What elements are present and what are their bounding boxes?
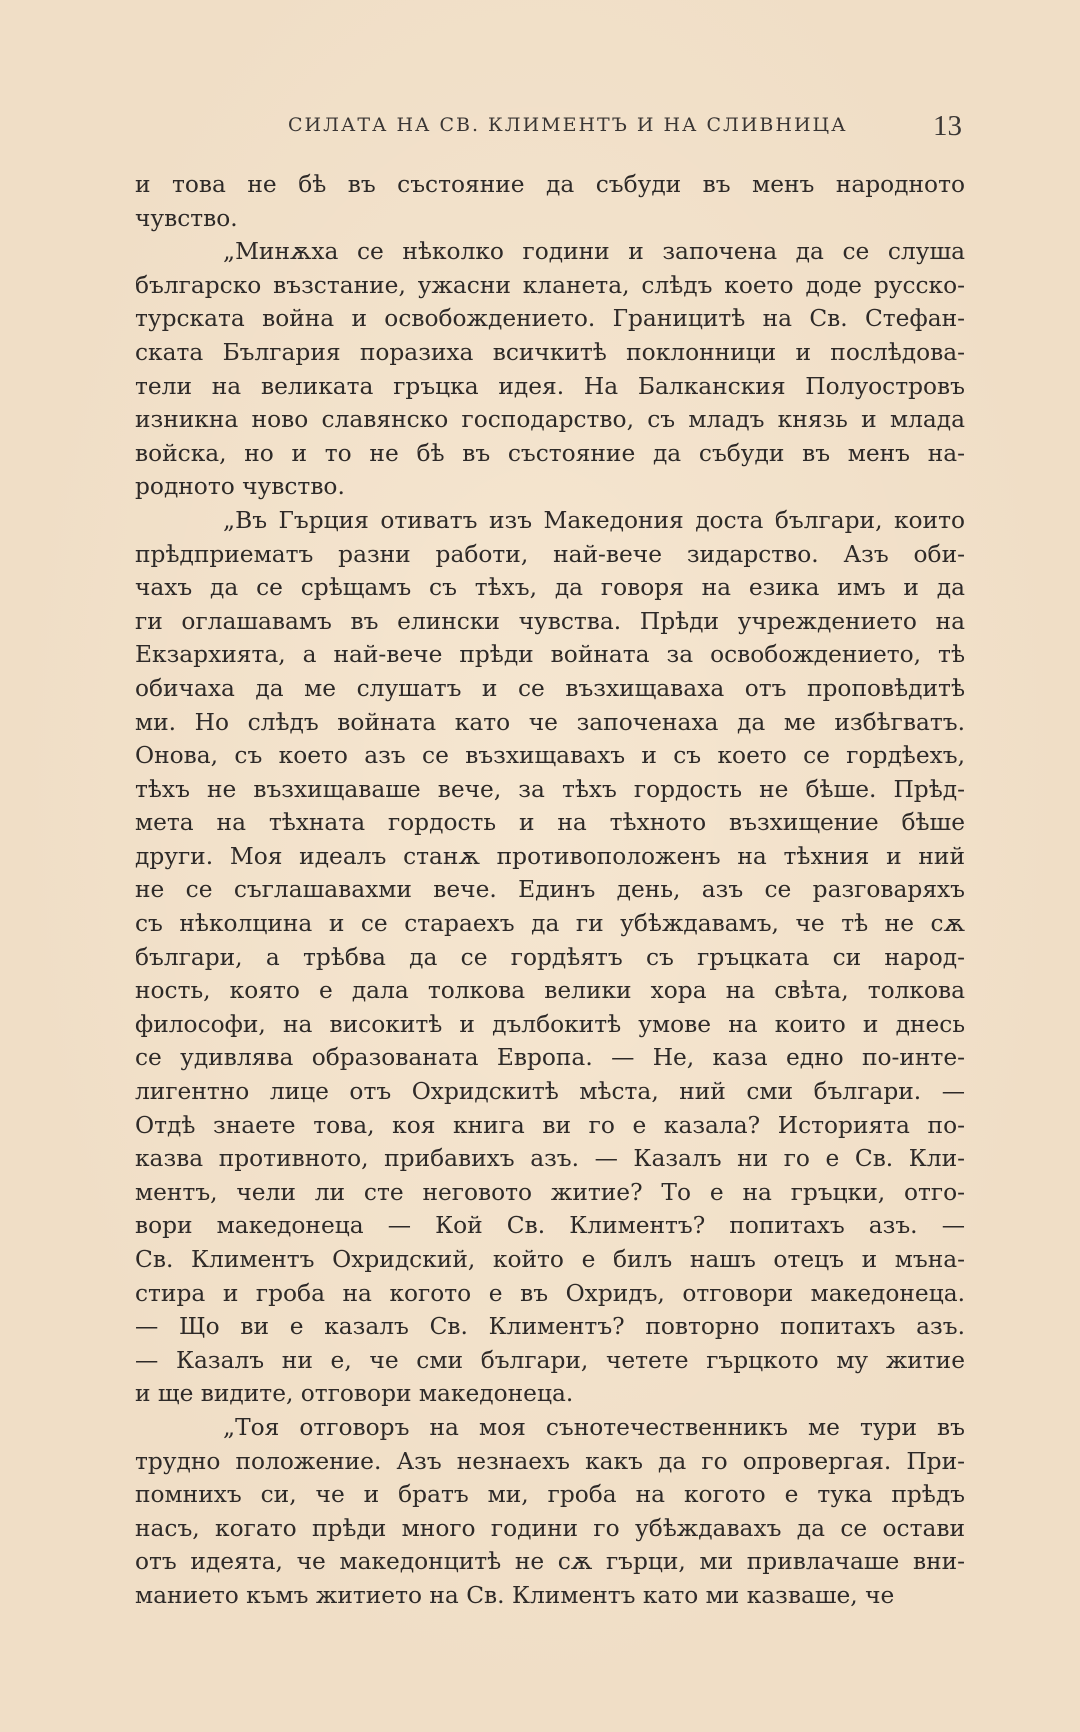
running-head	[138, 110, 968, 146]
text-line: тѣхъ не възхищаваше вече, за тѣхъ гордость не бѣше. Прѣд-	[135, 775, 965, 803]
body-text	[135, 168, 965, 1613]
text-line: чахъ да се срѣщамъ съ тѣхъ, да говоря на езика имъ и да	[135, 574, 965, 602]
text-line: стира и гроба на когото е въ Охридъ, отговори македонеца.	[135, 1279, 965, 1307]
text-line: „Минѫха се нѣколко години и започена да се слуша	[223, 238, 965, 266]
text-line: ми. Но слѣдъ войната като че започенаха да ме избѣгватъ.	[135, 708, 965, 736]
paragraph	[135, 1411, 965, 1613]
text-line: българско възстание, ужасни кланета, слѣдъ което доде русско-	[135, 271, 965, 299]
text-line: — Що ви е казалъ Св. Климентъ? повторно попитахъ азъ.	[135, 1313, 965, 1341]
text-line: ги оглашавамъ въ елински чувства. Прѣди учреждението на	[135, 607, 965, 635]
text-line: българи, а трѣбва да се гордѣятъ съ гръцката си народ-	[135, 943, 965, 971]
text-line: други. Моя идеалъ станѫ противоположенъ на тѣхния и ний	[135, 842, 965, 870]
text-line: „Тоя отговоръ на моя сънотечественникъ ме тури въ	[223, 1413, 965, 1441]
text-line: и това не бѣ въ състояние да събуди въ менъ народното	[135, 171, 965, 198]
text-line: Отдѣ знаете това, коя книга ви го е казала? Историята по-	[135, 1111, 965, 1139]
paragraph	[135, 504, 965, 1411]
text-line: не се съглашавахми вече. Единъ день, азъ се разговаряхъ	[135, 876, 965, 904]
text-line: се удивлява образованата Европа. — Не, каза едно по-инте-	[135, 1044, 965, 1072]
text-line: ментъ, чели ли сте неговото житие? То е на гръцки, отго-	[135, 1178, 965, 1206]
running-title: СИЛАТА НА СВ. КЛИМЕНТЪ И НА СЛИВНИЦА	[288, 114, 848, 136]
text-line: трудно положение. Азъ незнаехъ какъ да го опровергая. При-	[135, 1447, 965, 1475]
paragraph	[135, 235, 965, 504]
paragraph	[135, 168, 965, 235]
page-number: 13	[933, 110, 962, 142]
text-line: и ще видите, отговори македонеца.	[135, 1380, 574, 1408]
text-line: помнихъ си, че и братъ ми, гроба на когото е тука прѣдъ	[135, 1481, 965, 1509]
text-line: казва противното, прибавихъ азъ. — Казалъ ни го е Св. Кли-	[135, 1145, 965, 1173]
text-line: отъ идеята, че македонцитѣ не сѫ гърци, ми привлачаше вни-	[135, 1548, 965, 1576]
text-line: обичаха да ме слушатъ и се възхищаваха отъ проповѣдитѣ	[135, 674, 965, 702]
text-line: насъ, когато прѣди много години го убѣждавахъ да се остави	[135, 1514, 965, 1542]
text-line: вори македонеца — Кой Св. Климентъ? попитахъ азъ. —	[135, 1212, 965, 1240]
text-line: съ нѣколцина и се стараехъ да ги убѣждавамъ, че тѣ не сѫ	[135, 910, 965, 938]
text-line: мета на тѣхната гордость и на тѣхното възхищение бѣше	[135, 809, 965, 837]
text-line: турската война и освобождението. Границитѣ на Св. Стефан-	[135, 305, 965, 333]
text-line: Св. Климентъ Охридский, който е билъ нашъ отецъ и мъна-	[135, 1246, 965, 1273]
text-line: — Казалъ ни е, че сми българи, четете гърцкото му житие	[135, 1346, 965, 1374]
text-line: ската България поразиха всичкитѣ поклонници и послѣдова-	[135, 338, 965, 366]
text-line: войска, но и то не бѣ въ състояние да събуди въ менъ на-	[135, 439, 965, 467]
text-line: Екзархията, а най-вече прѣди войната за освобождението, тѣ	[135, 641, 965, 669]
text-line: „Въ Гърция отиватъ изъ Македония доста българи, които	[223, 506, 965, 534]
text-line: Онова, съ което азъ се възхищавахъ и съ което се гордѣехъ,	[135, 742, 965, 770]
text-line: изникна ново славянско господарство, съ младъ князь и млада	[135, 406, 965, 434]
text-line: родното чувство.	[135, 473, 345, 501]
text-line: ность, която е дала толкова велики хора на свѣта, толкова	[135, 977, 965, 1005]
text-line: философи, на високитѣ и дълбокитѣ умове на които и днесь	[135, 1010, 965, 1038]
text-line: чувство.	[135, 204, 238, 232]
text-line: тели на великата гръцка идея. На Балканския Полуостровъ	[135, 372, 965, 400]
text-line: прѣдприематъ разни работи, най-вече зидарство. Азъ оби-	[135, 540, 965, 568]
text-line: лигентно лице отъ Охридскитѣ мѣста, ний сми българи. —	[135, 1078, 965, 1106]
text-line: манието къмъ житието на Св. Климентъ като ми казваше, че	[135, 1581, 895, 1609]
